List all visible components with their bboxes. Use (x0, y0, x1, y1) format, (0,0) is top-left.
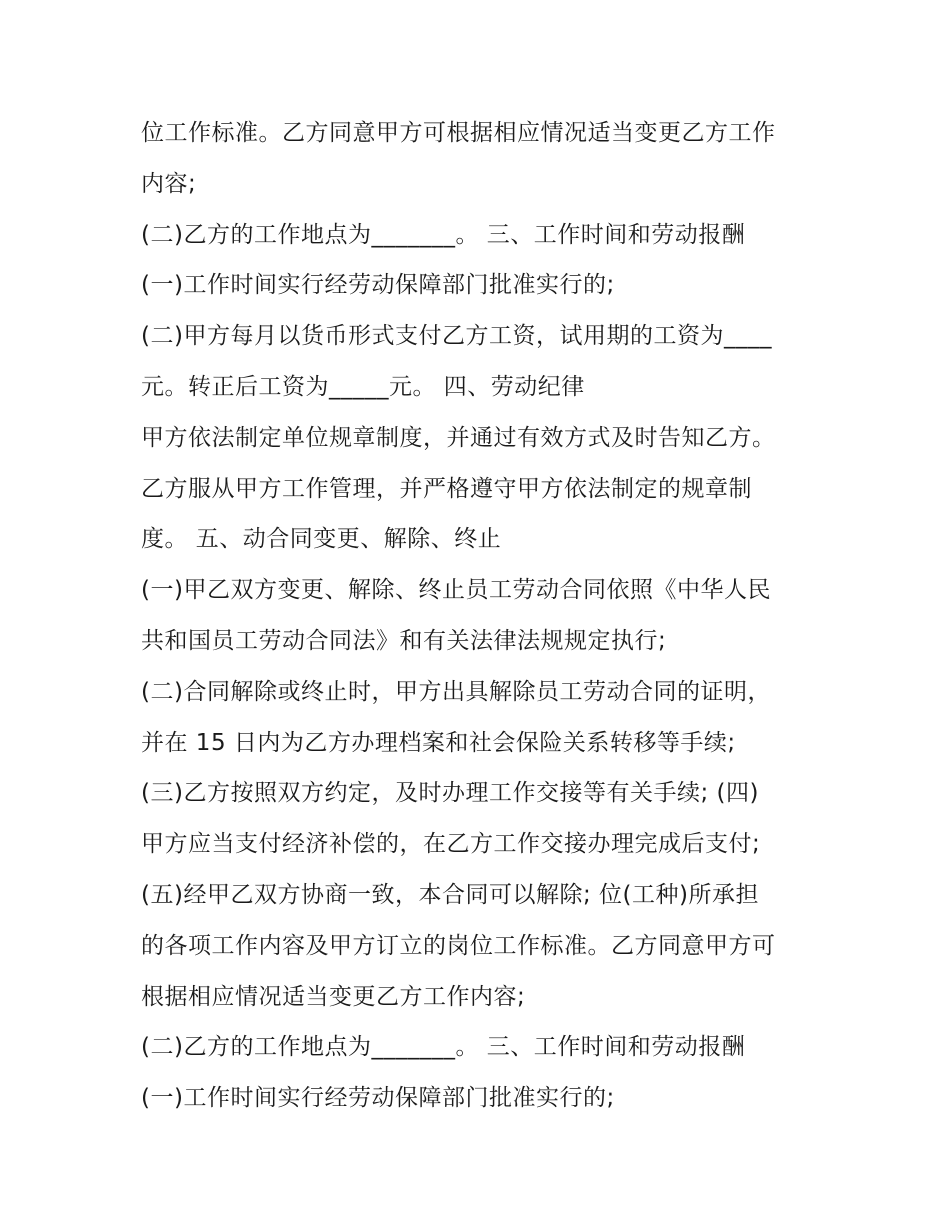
text-line: 的各项工作内容及甲方订立的岗位工作标准。乙方同意甲方可 (141, 932, 776, 959)
text-line: 甲方应当支付经济补偿的，在乙方工作交接办理完成后支付; (141, 831, 761, 858)
text-line: 甲方依法制定单位规章制度，并通过有效方式及时告知乙方。 (141, 424, 776, 451)
text-line: 乙方服从甲方工作管理，并严格遵守甲方依法制定的规章制 (141, 475, 752, 502)
text-line: (一)甲乙双方变更、解除、终止员工劳动合同依照《中华人民 (141, 577, 771, 604)
text-line: (二)乙方的工作地点为_______。 三、工作时间和劳动报酬 (141, 221, 746, 248)
text-line: (一)工作时间实行经劳动保障部门批准实行的; (141, 1085, 615, 1112)
text-line: 并在 15 日内为乙方办理档案和社会保险关系转移等手续; (141, 729, 736, 756)
text-line: 度。 五、动合同变更、解除、终止 (141, 526, 502, 553)
text-line: (二)合同解除或终止时，甲方出具解除员工劳动合同的证明， (141, 678, 771, 705)
text-line: 共和国员工劳动合同法》和有关法律法规规定执行; (141, 627, 667, 654)
document-body (141, 108, 821, 1124)
text-line: (二)甲方每月以货币形式支付乙方工资，试用期的工资为____ (141, 323, 772, 350)
text-line: 内容; (141, 170, 197, 197)
text-line: 元。转正后工资为_____元。 四、劳动纪律 (141, 373, 585, 400)
text-line: (五)经甲乙双方协商一致，本合同可以解除; 位(工种)所承担 (141, 881, 759, 908)
text-line: (二)乙方的工作地点为_______。 三、工作时间和劳动报酬 (141, 1034, 746, 1061)
text-line: 位工作标准。乙方同意甲方可根据相应情况适当变更乙方工作 (141, 120, 776, 146)
text-line: 根据相应情况适当变更乙方工作内容; (141, 983, 526, 1010)
text-line: (三)乙方按照双方约定，及时办理工作交接等有关手续; (四) (141, 780, 759, 807)
text-line: (一)工作时间实行经劳动保障部门批准实行的; (141, 272, 615, 299)
